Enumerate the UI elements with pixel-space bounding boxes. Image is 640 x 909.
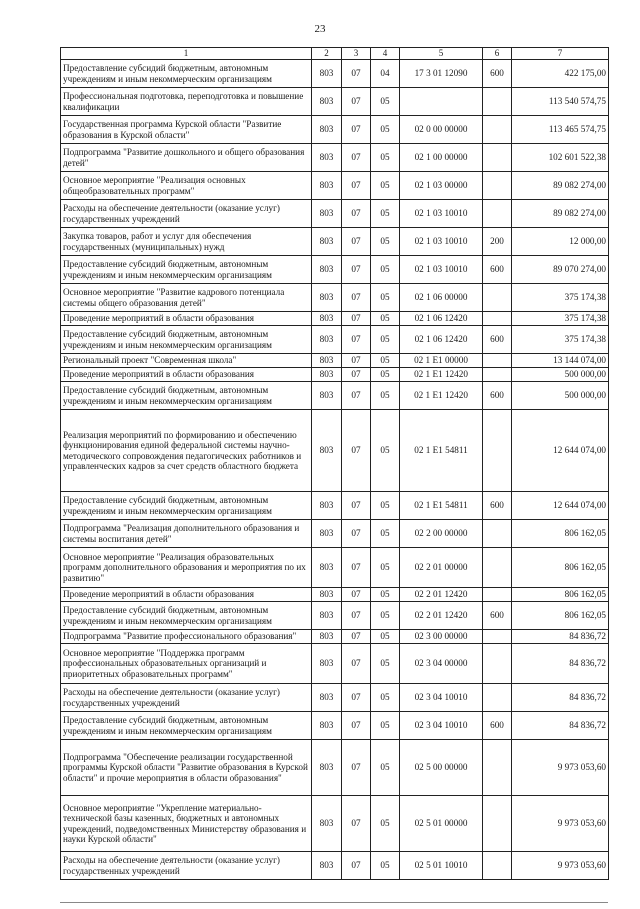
cell-admin-code: 803 [312, 116, 342, 144]
cell-target-article: 02 1 06 12420 [400, 326, 483, 354]
cell-amount: 84 836,72 [512, 630, 609, 644]
cell-amount: 500 000,00 [512, 368, 609, 382]
cell-admin-code: 803 [312, 548, 342, 588]
cell-amount: 806 162,05 [512, 520, 609, 548]
table-row [61, 284, 609, 312]
cell-target-article: 02 1 E1 54811 [400, 492, 483, 520]
cell-admin-code: 803 [312, 644, 342, 684]
header-row [61, 48, 609, 60]
cell-expense-type [483, 852, 512, 880]
cell-target-article: 02 2 01 12420 [400, 602, 483, 630]
cell-admin-code: 803 [312, 88, 342, 116]
cell-target-article: 02 1 00 00000 [400, 144, 483, 172]
cell-name: Предоставление субсидий бюджетным, автономным учреждениям и иным некоммерческим организациям [61, 602, 312, 630]
table-row [61, 520, 609, 548]
cell-target-article: 02 3 04 00000 [400, 644, 483, 684]
cell-name: Предоставление субсидий бюджетным, автономным учреждениям и иным некоммерческим организациям [61, 326, 312, 354]
cell-target-article: 02 5 01 00000 [400, 796, 483, 852]
cell-target-article: 02 1 E1 12420 [400, 382, 483, 410]
table-row [61, 326, 609, 354]
cell-amount: 9 973 053,60 [512, 852, 609, 880]
cell-subsection: 05 [371, 740, 400, 796]
cell-admin-code: 803 [312, 172, 342, 200]
cell-amount: 9 973 053,60 [512, 796, 609, 852]
cell-admin-code: 803 [312, 284, 342, 312]
cell-amount: 84 836,72 [512, 712, 609, 740]
cell-admin-code: 803 [312, 200, 342, 228]
cell-section: 07 [342, 228, 371, 256]
cell-amount: 113 465 574,75 [512, 116, 609, 144]
cell-admin-code: 803 [312, 492, 342, 520]
cell-subsection: 05 [371, 284, 400, 312]
cell-admin-code: 803 [312, 368, 342, 382]
cell-subsection: 05 [371, 256, 400, 284]
cell-name: Государственная программа Курской области "Развитие образования в Курской области" [61, 116, 312, 144]
table-row [61, 200, 609, 228]
cell-amount: 84 836,72 [512, 684, 609, 712]
cell-name: Проведение мероприятий в области образования [61, 312, 312, 326]
table-row [61, 354, 609, 368]
cell-name: Предоставление субсидий бюджетным, автономным учреждениям и иным некоммерческим организациям [61, 712, 312, 740]
cell-subsection: 04 [371, 60, 400, 88]
cell-target-article: 02 1 03 10010 [400, 228, 483, 256]
cell-admin-code: 803 [312, 326, 342, 354]
cell-name: Подпрограмма "Обеспечение реализации государственной программы Курской области "Развитие образования в Курской области" и прочие мероприятия в области образования" [61, 740, 312, 796]
cell-subsection: 05 [371, 644, 400, 684]
cell-section: 07 [342, 410, 371, 492]
cell-name: Основное мероприятие "Реализация основных общеобразовательных программ" [61, 172, 312, 200]
cell-subsection: 05 [371, 368, 400, 382]
cell-section: 07 [342, 796, 371, 852]
cell-section: 07 [342, 172, 371, 200]
cell-amount: 113 540 574,75 [512, 88, 609, 116]
cell-name: Закупка товаров, работ и услуг для обеспечения государственных (муниципальных) нужд [61, 228, 312, 256]
cell-expense-type: 600 [483, 712, 512, 740]
cell-amount: 375 174,38 [512, 312, 609, 326]
cell-expense-type [483, 312, 512, 326]
cell-section: 07 [342, 88, 371, 116]
cell-admin-code: 803 [312, 60, 342, 88]
cell-amount: 84 836,72 [512, 644, 609, 684]
cell-name: Основное мероприятие "Укрепление материально-технической базы казенных, бюджетных и автономных учреждений, подведомственных Министерству образования и науки Курской области" [61, 796, 312, 852]
cell-subsection: 05 [371, 228, 400, 256]
cell-amount: 89 070 274,00 [512, 256, 609, 284]
cell-name: Основное мероприятие "Развитие кадрового потенциала системы общего образования детей" [61, 284, 312, 312]
cell-admin-code: 803 [312, 144, 342, 172]
cell-expense-type: 600 [483, 492, 512, 520]
cell-section: 07 [342, 602, 371, 630]
cell-subsection: 05 [371, 116, 400, 144]
cell-section: 07 [342, 382, 371, 410]
cell-name: Основное мероприятие "Поддержка программ профессиональных образовательных организаций и приоритетных образовательных программ" [61, 644, 312, 684]
cell-name: Профессиональная подготовка, переподготовка и повышение квалификации [61, 88, 312, 116]
table-row [61, 410, 609, 492]
cell-target-article: 02 5 01 10010 [400, 852, 483, 880]
table-row [61, 588, 609, 602]
cell-target-article [400, 88, 483, 116]
cell-amount: 89 082 274,00 [512, 200, 609, 228]
cell-amount: 806 162,05 [512, 602, 609, 630]
cell-target-article: 02 3 04 10010 [400, 712, 483, 740]
cell-expense-type [483, 796, 512, 852]
cell-amount: 12 644 074,00 [512, 492, 609, 520]
cell-subsection: 05 [371, 520, 400, 548]
cell-section: 07 [342, 588, 371, 602]
cell-admin-code: 803 [312, 228, 342, 256]
cell-name: Проведение мероприятий в области образования [61, 368, 312, 382]
cell-target-article: 02 2 01 12420 [400, 588, 483, 602]
cell-section: 07 [342, 116, 371, 144]
cell-name: Региональный проект "Современная школа" [61, 354, 312, 368]
column-header: 6 [483, 48, 512, 60]
column-header: 4 [371, 48, 400, 60]
cell-subsection: 05 [371, 88, 400, 116]
cell-expense-type: 600 [483, 256, 512, 284]
cell-target-article: 02 1 03 10010 [400, 256, 483, 284]
cell-subsection: 05 [371, 548, 400, 588]
column-header: 1 [61, 48, 312, 60]
cell-admin-code: 803 [312, 712, 342, 740]
cell-name: Предоставление субсидий бюджетным, автономным учреждениям и иным некоммерческим организациям [61, 60, 312, 88]
table-row [61, 630, 609, 644]
table-row [61, 382, 609, 410]
cell-subsection: 05 [371, 200, 400, 228]
cell-admin-code: 803 [312, 588, 342, 602]
cell-section: 07 [342, 644, 371, 684]
cell-target-article: 02 3 00 00000 [400, 630, 483, 644]
table-row [61, 796, 609, 852]
cell-section: 07 [342, 256, 371, 284]
cell-target-article: 02 1 06 00000 [400, 284, 483, 312]
cell-expense-type: 600 [483, 602, 512, 630]
cell-section: 07 [342, 326, 371, 354]
cell-amount: 13 144 074,00 [512, 354, 609, 368]
table-row [61, 116, 609, 144]
cell-subsection: 05 [371, 588, 400, 602]
cell-admin-code: 803 [312, 382, 342, 410]
table-row [61, 548, 609, 588]
cell-amount: 375 174,38 [512, 326, 609, 354]
cell-target-article: 02 1 E1 12420 [400, 368, 483, 382]
table-row [61, 60, 609, 88]
cell-admin-code: 803 [312, 684, 342, 712]
cell-target-article: 02 1 06 12420 [400, 312, 483, 326]
cell-name: Расходы на обеспечение деятельности (оказание услуг) государственных учреждений [61, 852, 312, 880]
cell-name: Проведение мероприятий в области образования [61, 588, 312, 602]
cell-name: Предоставление субсидий бюджетным, автономным учреждениям и иным некоммерческим организациям [61, 382, 312, 410]
cell-subsection: 05 [371, 852, 400, 880]
cell-admin-code: 803 [312, 354, 342, 368]
cell-amount: 89 082 274,00 [512, 172, 609, 200]
cell-admin-code: 803 [312, 740, 342, 796]
cell-section: 07 [342, 60, 371, 88]
cell-subsection: 05 [371, 630, 400, 644]
cell-amount: 102 601 522,38 [512, 144, 609, 172]
cell-target-article: 02 0 00 00000 [400, 116, 483, 144]
cell-section: 07 [342, 284, 371, 312]
page-bottom-rule [60, 902, 608, 903]
cell-expense-type [483, 684, 512, 712]
cell-target-article: 02 1 03 10010 [400, 200, 483, 228]
cell-section: 07 [342, 684, 371, 712]
cell-target-article: 02 1 03 00000 [400, 172, 483, 200]
table-row [61, 602, 609, 630]
cell-expense-type: 600 [483, 60, 512, 88]
cell-subsection: 05 [371, 796, 400, 852]
cell-subsection: 05 [371, 712, 400, 740]
cell-admin-code: 803 [312, 602, 342, 630]
cell-expense-type [483, 284, 512, 312]
cell-amount: 806 162,05 [512, 548, 609, 588]
cell-admin-code: 803 [312, 852, 342, 880]
cell-expense-type [483, 588, 512, 602]
table-row [61, 228, 609, 256]
cell-expense-type [483, 410, 512, 492]
cell-expense-type [483, 520, 512, 548]
cell-amount: 806 162,05 [512, 588, 609, 602]
cell-name: Основное мероприятие "Реализация образовательных программ дополнительного образования и мероприятия по их развитию" [61, 548, 312, 588]
cell-subsection: 05 [371, 354, 400, 368]
cell-admin-code: 803 [312, 796, 342, 852]
cell-admin-code: 803 [312, 256, 342, 284]
table-row [61, 740, 609, 796]
cell-section: 07 [342, 144, 371, 172]
cell-expense-type: 200 [483, 228, 512, 256]
cell-name: Предоставление субсидий бюджетным, автономным учреждениям и иным некоммерческим организациям [61, 492, 312, 520]
cell-subsection: 05 [371, 172, 400, 200]
cell-section: 07 [342, 200, 371, 228]
cell-expense-type [483, 354, 512, 368]
cell-expense-type: 600 [483, 382, 512, 410]
table-body [61, 60, 609, 880]
cell-expense-type [483, 144, 512, 172]
cell-subsection: 05 [371, 326, 400, 354]
column-header: 3 [342, 48, 371, 60]
cell-target-article: 02 3 04 10010 [400, 684, 483, 712]
cell-subsection: 05 [371, 312, 400, 326]
cell-amount: 375 174,38 [512, 284, 609, 312]
cell-target-article: 02 1 E1 00000 [400, 354, 483, 368]
cell-expense-type [483, 740, 512, 796]
cell-expense-type [483, 172, 512, 200]
cell-expense-type [483, 116, 512, 144]
column-header: 5 [400, 48, 483, 60]
cell-target-article: 02 2 00 00000 [400, 520, 483, 548]
cell-expense-type [483, 644, 512, 684]
cell-subsection: 05 [371, 144, 400, 172]
cell-section: 07 [342, 740, 371, 796]
table-row [61, 172, 609, 200]
cell-expense-type [483, 200, 512, 228]
cell-amount: 12 644 074,00 [512, 410, 609, 492]
table-row [61, 492, 609, 520]
cell-amount: 422 175,00 [512, 60, 609, 88]
cell-expense-type [483, 548, 512, 588]
cell-name: Расходы на обеспечение деятельности (оказание услуг) государственных учреждений [61, 684, 312, 712]
cell-target-article: 17 3 01 12090 [400, 60, 483, 88]
cell-expense-type: 600 [483, 326, 512, 354]
cell-section: 07 [342, 712, 371, 740]
cell-amount: 500 000,00 [512, 382, 609, 410]
cell-expense-type [483, 368, 512, 382]
table-row [61, 712, 609, 740]
table-row [61, 144, 609, 172]
page-number: 23 [314, 23, 326, 35]
cell-admin-code: 803 [312, 630, 342, 644]
cell-subsection: 05 [371, 684, 400, 712]
cell-subsection: 05 [371, 382, 400, 410]
table-row [61, 368, 609, 382]
cell-target-article: 02 5 00 00000 [400, 740, 483, 796]
table-row [61, 256, 609, 284]
cell-section: 07 [342, 354, 371, 368]
cell-expense-type [483, 630, 512, 644]
cell-name: Подпрограмма "Развитие профессионального образования" [61, 630, 312, 644]
column-header: 7 [512, 48, 609, 60]
cell-subsection: 05 [371, 492, 400, 520]
cell-target-article: 02 2 01 00000 [400, 548, 483, 588]
table-row [61, 852, 609, 880]
table-row [61, 644, 609, 684]
cell-section: 07 [342, 368, 371, 382]
cell-name: Расходы на обеспечение деятельности (оказание услуг) государственных учреждений [61, 200, 312, 228]
cell-name: Подпрограмма "Реализация дополнительного образования и системы воспитания детей" [61, 520, 312, 548]
cell-section: 07 [342, 548, 371, 588]
cell-admin-code: 803 [312, 410, 342, 492]
cell-expense-type [483, 88, 512, 116]
cell-name: Предоставление субсидий бюджетным, автономным учреждениям и иным некоммерческим организациям [61, 256, 312, 284]
cell-amount: 12 000,00 [512, 228, 609, 256]
column-header: 2 [312, 48, 342, 60]
cell-admin-code: 803 [312, 520, 342, 548]
cell-amount: 9 973 053,60 [512, 740, 609, 796]
cell-section: 07 [342, 492, 371, 520]
cell-section: 07 [342, 520, 371, 548]
cell-subsection: 05 [371, 410, 400, 492]
table-row [61, 88, 609, 116]
table-row [61, 312, 609, 326]
table-row [61, 684, 609, 712]
cell-section: 07 [342, 852, 371, 880]
cell-section: 07 [342, 312, 371, 326]
cell-target-article: 02 1 E1 54811 [400, 410, 483, 492]
budget-table [60, 47, 609, 880]
cell-section: 07 [342, 630, 371, 644]
cell-subsection: 05 [371, 602, 400, 630]
cell-name: Реализация мероприятий по формированию и обеспечению функционирования единой федеральной системы научно-методического сопровождения педагогических работников и управленческих кадров за счет средств областного бюджета [61, 410, 312, 492]
cell-name: Подпрограмма "Развитие дошкольного и общего образования детей" [61, 144, 312, 172]
cell-admin-code: 803 [312, 312, 342, 326]
